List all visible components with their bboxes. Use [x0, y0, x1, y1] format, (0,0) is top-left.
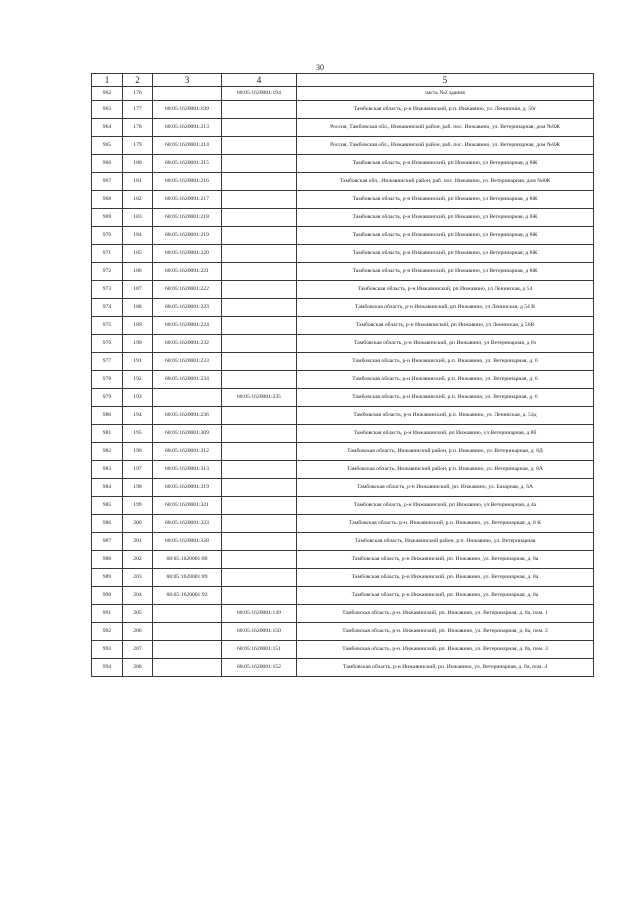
row-number-cell: 974 [92, 299, 123, 317]
land-cadastral-cell [153, 87, 222, 101]
land-cadastral-cell: 68:05:1620001:319 [153, 479, 222, 497]
object-number-cell: 206 [123, 623, 153, 641]
address-cell: Тамбовская область, р-н. Инжавинский, рп. Инжавино, ул. Ветеринарная, д. 8а, пом. 2 [297, 623, 594, 641]
building-cadastral-cell [222, 299, 297, 317]
table-row [92, 587, 594, 605]
land-cadastral-cell: 68:05:1620001:89 [153, 569, 222, 587]
building-cadastral-cell [222, 497, 297, 515]
column-header-4: 4 [222, 74, 297, 87]
object-number-cell: 182 [123, 191, 153, 209]
building-cadastral-cell: 68:05:1620001:235 [222, 389, 297, 407]
object-number-cell: 180 [123, 155, 153, 173]
object-number-cell: 192 [123, 371, 153, 389]
table-row [92, 353, 594, 371]
object-number-cell: 190 [123, 335, 153, 353]
address-cell: Тамбовская область, р-н. Инжавинский, рп. Инжавино, ул. Ветеринарная, д. 8а, пом. 1 [297, 605, 594, 623]
object-number-cell: 183 [123, 209, 153, 227]
row-number-cell: 994 [92, 659, 123, 677]
table-row [92, 317, 594, 335]
row-number-cell: 975 [92, 317, 123, 335]
registry-table [91, 73, 594, 677]
row-number-cell: 985 [92, 497, 123, 515]
row-number-cell: 986 [92, 515, 123, 533]
address-cell: Тамбовская область, р-н Инжавинский, рп Инжавино, ул Ветеринарная, д 8Ж [297, 263, 594, 281]
table-row [92, 515, 594, 533]
object-number-cell: 176 [123, 87, 153, 101]
object-number-cell: 207 [123, 641, 153, 659]
table-row [92, 551, 594, 569]
row-number-cell: 977 [92, 353, 123, 371]
table-row [92, 443, 594, 461]
address-cell: Тамбовская область, р-н Инжавинский, рп Инжавино, ул Ветеринарная, д 8з [297, 335, 594, 353]
row-number-cell: 979 [92, 389, 123, 407]
land-cadastral-cell [153, 659, 222, 677]
table-row [92, 623, 594, 641]
object-number-cell: 185 [123, 245, 153, 263]
building-cadastral-cell [222, 335, 297, 353]
table-row [92, 569, 594, 587]
address-cell: Тамбовская область, р-н Инжавинский, р.п. Инжавино, ул. Ленинская, д. 56г [297, 101, 594, 119]
land-cadastral-cell: 68:05:1620001:234 [153, 371, 222, 389]
object-number-cell: 197 [123, 461, 153, 479]
land-cadastral-cell: 68:05:1620001:321 [153, 497, 222, 515]
table-row [92, 191, 594, 209]
address-cell: часть №2 здания [297, 87, 594, 101]
land-cadastral-cell: 68:05:1620001:328 [153, 533, 222, 551]
table-row [92, 425, 594, 443]
address-cell: Тамбовская область, р-н Инжавинский, рп Инжавино, ул Ветеринарная, д 4а [297, 497, 594, 515]
building-cadastral-cell [222, 407, 297, 425]
land-cadastral-cell: 68:05:1620001:233 [153, 353, 222, 371]
address-cell: Тамбовская область, Инжавинский район, р.п. Инжавино, ул. Ветеринарная [297, 533, 594, 551]
table-row [92, 479, 594, 497]
row-number-cell: 982 [92, 443, 123, 461]
land-cadastral-cell: 68:05:1620001:92 [153, 587, 222, 605]
land-cadastral-cell [153, 623, 222, 641]
table-row [92, 335, 594, 353]
building-cadastral-cell [222, 281, 297, 299]
address-cell: Тамбовская область, р-н Инжавинский, рп Инжавино, ул Ветеринарная, д 8Ж [297, 191, 594, 209]
object-number-cell: 188 [123, 299, 153, 317]
table-row [92, 641, 594, 659]
table-row [92, 497, 594, 515]
address-cell: Тамбовская область, р-н Инжавинский, рп. Инжавино, ул. Ветеринарная, д. 8а [297, 551, 594, 569]
address-cell: Россия, Тамбовская обл., Инжавинский район, раб. пос. Инжавино, ул. Ветеринарная, дом №8Ж [297, 137, 594, 155]
row-number-cell: 984 [92, 479, 123, 497]
building-cadastral-cell [222, 191, 297, 209]
land-cadastral-cell: 68:05:1620001:216 [153, 173, 222, 191]
object-number-cell: 193 [123, 389, 153, 407]
object-number-cell: 203 [123, 569, 153, 587]
building-cadastral-cell [222, 317, 297, 335]
address-cell: Тамбовская область, р-н Инжавинский, рп Инжавино, ул Ленинская, д 56В [297, 317, 594, 335]
building-cadastral-cell [222, 209, 297, 227]
land-cadastral-cell: 68:05:1620001:309 [153, 425, 222, 443]
object-number-cell: 177 [123, 101, 153, 119]
land-cadastral-cell: 68:05:1620001:215 [153, 155, 222, 173]
land-cadastral-cell: 68:05:1620001:213 [153, 119, 222, 137]
table-row [92, 87, 594, 101]
address-cell: Тамбовская область, р-н Инжавинский, рп Инжавино, ул Ленинская, д 54 [297, 281, 594, 299]
address-cell: Тамбовская область, р-н Инжавинский, рп Инжавино, ул Ветеринарная, д 8Ж [297, 227, 594, 245]
building-cadastral-cell [222, 461, 297, 479]
row-number-cell: 980 [92, 407, 123, 425]
land-cadastral-cell: 68:05:1620001:214 [153, 137, 222, 155]
address-cell: Тамбовская область, р-н Инжавинский, рп. Инжавино, ул. Базарная, д. 6А [297, 479, 594, 497]
table-row [92, 227, 594, 245]
row-number-cell: 966 [92, 155, 123, 173]
column-header-5: 5 [297, 74, 594, 87]
land-cadastral-cell: 68:05:1620001:313 [153, 461, 222, 479]
row-number-cell: 967 [92, 173, 123, 191]
building-cadastral-cell [222, 371, 297, 389]
object-number-cell: 184 [123, 227, 153, 245]
land-cadastral-cell: 68:05:1620001:223 [153, 299, 222, 317]
table-row [92, 389, 594, 407]
address-cell: Тамбовская область, Инжавинский район, р.п. Инжавино, ул. Ветеринарная, д. 8А [297, 461, 594, 479]
row-number-cell: 978 [92, 371, 123, 389]
object-number-cell: 179 [123, 137, 153, 155]
building-cadastral-cell: 68:05:1620001:149 [222, 605, 297, 623]
row-number-cell: 968 [92, 191, 123, 209]
land-cadastral-cell [153, 605, 222, 623]
table-row [92, 119, 594, 137]
land-cadastral-cell: 68:05:1620001:236 [153, 407, 222, 425]
table-row [92, 263, 594, 281]
row-number-cell: 962 [92, 87, 123, 101]
land-cadastral-cell: 68:05:1620001:217 [153, 191, 222, 209]
table-row [92, 461, 594, 479]
row-number-cell: 971 [92, 245, 123, 263]
table-row [92, 137, 594, 155]
building-cadastral-cell [222, 263, 297, 281]
address-cell: Тамбовская обл., Инжавинский район, раб. пос. Инжавино, ул. Ветеринарная, дом №8Ж [297, 173, 594, 191]
building-cadastral-cell: 68:05:1620001:152 [222, 659, 297, 677]
land-cadastral-cell: 68:05:1620001:232 [153, 335, 222, 353]
table-row [92, 155, 594, 173]
object-number-cell: 191 [123, 353, 153, 371]
address-cell: Тамбовская область, р-н. Инжавинский, р.п. Инжавино, ул. Ветеринарная, д. 8 К [297, 515, 594, 533]
address-cell: Тамбовская область, р-н. Инжавинский, рп. Инжавино, ул. Ветеринарная, д. 8а, пом. 3 [297, 641, 594, 659]
table-row [92, 173, 594, 191]
row-number-cell: 987 [92, 533, 123, 551]
land-cadastral-cell: 68:05:1620001:199 [153, 101, 222, 119]
object-number-cell: 205 [123, 605, 153, 623]
address-cell: Тамбовская область, Инжавинский район, р.п. Инжавино, ул. Ветеринарная, д. 8Д [297, 443, 594, 461]
table-row [92, 407, 594, 425]
building-cadastral-cell [222, 569, 297, 587]
page-number: 30 [316, 63, 324, 72]
table-row [92, 281, 594, 299]
row-number-cell: 981 [92, 425, 123, 443]
building-cadastral-cell [222, 155, 297, 173]
table-row [92, 209, 594, 227]
address-cell: Тамбовская область, р-н Инжавинский, рп. Инжавино, ул. Ветеринарная, д. 8а [297, 569, 594, 587]
table-row [92, 533, 594, 551]
row-number-cell: 990 [92, 587, 123, 605]
object-number-cell: 201 [123, 533, 153, 551]
address-cell: Россия, Тамбовская обл., Инжавинский район, раб. пос. Инжавино, ул. Ветеринарная, дом №8Ж [297, 119, 594, 137]
land-cadastral-cell: 68:05:1620001:224 [153, 317, 222, 335]
building-cadastral-cell [222, 587, 297, 605]
land-cadastral-cell: 68:05:1620001:218 [153, 209, 222, 227]
object-number-cell: 204 [123, 587, 153, 605]
address-cell: Тамбовская область, р-н Инжавинский, рп Инжавино, ул Ветеринарная, д 8б [297, 425, 594, 443]
building-cadastral-cell [222, 551, 297, 569]
table-row [92, 101, 594, 119]
table-row [92, 299, 594, 317]
table-row [92, 371, 594, 389]
table-body [92, 87, 594, 677]
building-cadastral-cell [222, 101, 297, 119]
object-number-cell: 178 [123, 119, 153, 137]
object-number-cell: 196 [123, 443, 153, 461]
building-cadastral-cell [222, 353, 297, 371]
land-cadastral-cell: 68:05:1620001:312 [153, 443, 222, 461]
object-number-cell: 198 [123, 479, 153, 497]
object-number-cell: 181 [123, 173, 153, 191]
building-cadastral-cell: 68:05:1620001:194 [222, 87, 297, 101]
object-number-cell: 202 [123, 551, 153, 569]
building-cadastral-cell [222, 443, 297, 461]
row-number-cell: 993 [92, 641, 123, 659]
object-number-cell: 186 [123, 263, 153, 281]
address-cell: Тамбовская область, р-н Инжавинский, рп Инжавино, ул Ветеринарная, д 8Ж [297, 155, 594, 173]
table-header [92, 74, 594, 87]
building-cadastral-cell [222, 533, 297, 551]
address-cell: Тамбовская область, р-н Инжавинский, рп. Инжавино, ул. Ветеринарная, д. 8а [297, 587, 594, 605]
building-cadastral-cell [222, 479, 297, 497]
row-number-cell: 992 [92, 623, 123, 641]
address-cell: Тамбовская область, р-н Инжавинский, рп Инжавино, ул Ленинская, д 54 В [297, 299, 594, 317]
object-number-cell: 194 [123, 407, 153, 425]
land-cadastral-cell: 68:05:1620001:222 [153, 281, 222, 299]
building-cadastral-cell [222, 119, 297, 137]
table-row [92, 659, 594, 677]
object-number-cell: 187 [123, 281, 153, 299]
column-header-2: 2 [123, 74, 153, 87]
land-cadastral-cell [153, 641, 222, 659]
land-cadastral-cell: 68:05:1620001:220 [153, 245, 222, 263]
land-cadastral-cell: 68:05:1620001:88 [153, 551, 222, 569]
row-number-cell: 969 [92, 209, 123, 227]
land-cadastral-cell: 68:05:1620001:323 [153, 515, 222, 533]
address-cell: Тамбовская область, р-н Инжавинский, р.п. Инжавино, ул. Ветеринарная, д. 6 [297, 371, 594, 389]
column-header-3: 3 [153, 74, 222, 87]
building-cadastral-cell [222, 227, 297, 245]
address-cell: Тамбовская область, р-н Инжавинский, рп. Инжавино, ул. Ветеринарная, д. 8а, пом. 4 [297, 659, 594, 677]
row-number-cell: 964 [92, 119, 123, 137]
object-number-cell: 195 [123, 425, 153, 443]
land-cadastral-cell: 68:05:1620001:219 [153, 227, 222, 245]
object-number-cell: 199 [123, 497, 153, 515]
header-row [92, 74, 594, 87]
table-row [92, 245, 594, 263]
object-number-cell: 208 [123, 659, 153, 677]
object-number-cell: 200 [123, 515, 153, 533]
building-cadastral-cell: 68:05:1620001:150 [222, 623, 297, 641]
building-cadastral-cell [222, 245, 297, 263]
building-cadastral-cell [222, 515, 297, 533]
row-number-cell: 988 [92, 551, 123, 569]
column-header-1: 1 [92, 74, 123, 87]
address-cell: Тамбовская область, р-н Инжавинский, р.п. Инжавино, ул. Ленинская, д. 54д [297, 407, 594, 425]
building-cadastral-cell: 68:05:1620001:151 [222, 641, 297, 659]
row-number-cell: 973 [92, 281, 123, 299]
row-number-cell: 963 [92, 101, 123, 119]
row-number-cell: 972 [92, 263, 123, 281]
land-cadastral-cell [153, 389, 222, 407]
row-number-cell: 983 [92, 461, 123, 479]
row-number-cell: 976 [92, 335, 123, 353]
building-cadastral-cell [222, 425, 297, 443]
building-cadastral-cell [222, 173, 297, 191]
object-number-cell: 189 [123, 317, 153, 335]
land-cadastral-cell: 68:05:1620001:221 [153, 263, 222, 281]
address-cell: Тамбовская область, р-н Инжавинский, р.п. Инжавино, ул. Ветеринарная, д. 6 [297, 353, 594, 371]
building-cadastral-cell [222, 137, 297, 155]
row-number-cell: 989 [92, 569, 123, 587]
address-cell: Тамбовская область, р-н Инжавинский, р.п. Инжавино, ул. Ветеринарная, д. 6 [297, 389, 594, 407]
address-cell: Тамбовская область, р-н Инжавинский, рп Инжавино, ул Ветеринарная, д 8Ж [297, 209, 594, 227]
row-number-cell: 991 [92, 605, 123, 623]
row-number-cell: 965 [92, 137, 123, 155]
table-row [92, 605, 594, 623]
address-cell: Тамбовская область, р-н Инжавинский, рп Инжавино, ул Ветеринарная, д 8Ж [297, 245, 594, 263]
row-number-cell: 970 [92, 227, 123, 245]
